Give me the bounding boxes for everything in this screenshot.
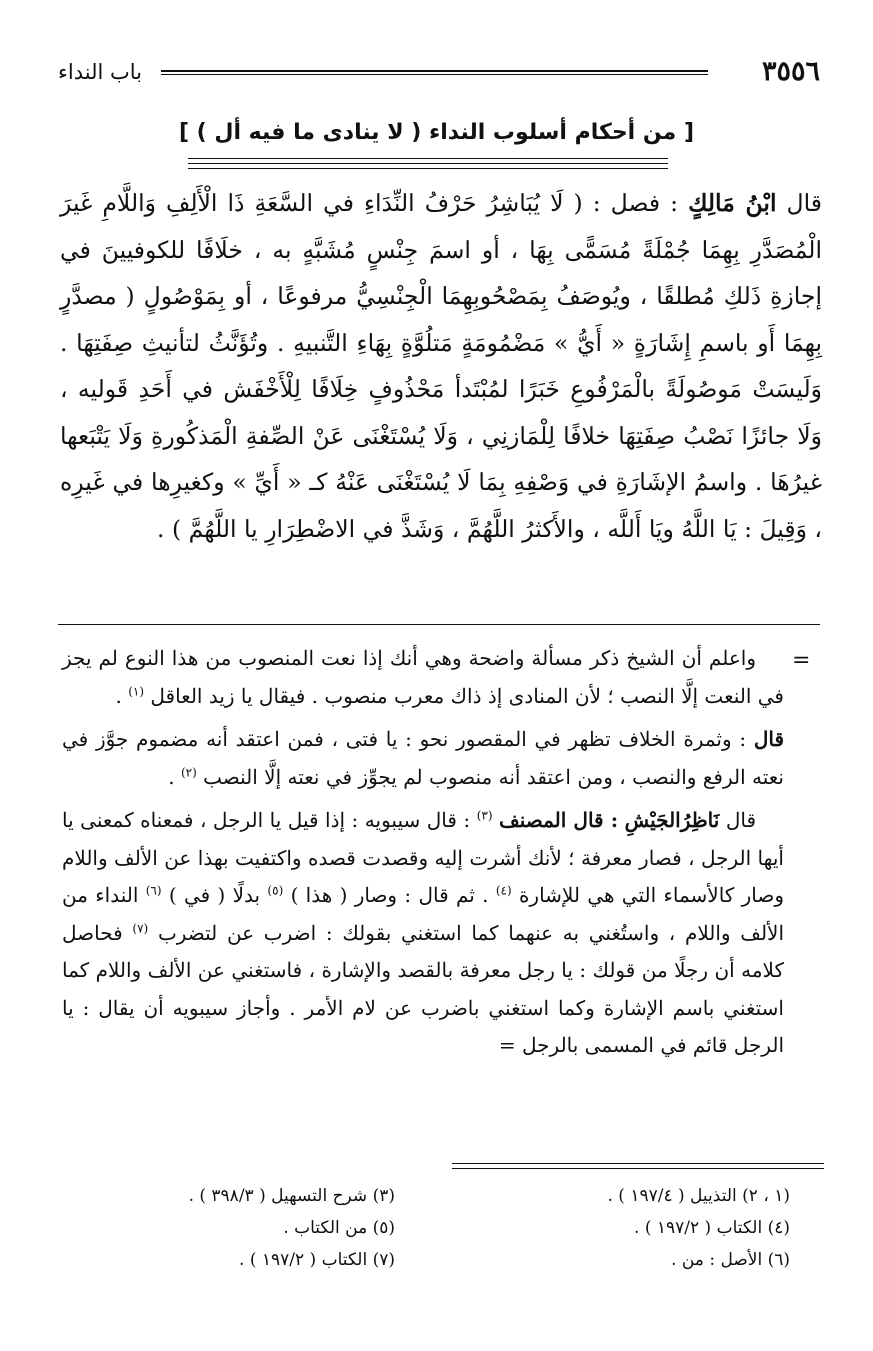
footnote: (٦) الأصل : من . (671, 1250, 790, 1270)
footnotes (150, 1180, 790, 1276)
footnote-rule-secondary (452, 1168, 824, 1169)
sharh-paragraph (62, 721, 784, 796)
footnote: (٣) شرح التسهيل ( ٣٩٨/٣ ) . (188, 1186, 395, 1206)
footnote: (٥) من الكتاب . (283, 1218, 395, 1238)
sharh-p2-end: . (168, 764, 175, 789)
sharh-paragraph (62, 802, 784, 1065)
section-title-rules (188, 158, 668, 173)
footnote: (٤) الكتاب ( ١٩٧/٢ ) . (634, 1218, 790, 1238)
footnote-ref: (٤) (495, 883, 512, 898)
sharh-p2: : وثمرة الخلاف تظهر في المقصور نحو : يا فتى ، فمن اعتقد أنه مضموم جوَّز في نعته الرفع والنصب ، ومن اعتقد أنه منصوب لم يجوِّز في نعته إلَّا النصب (62, 727, 784, 789)
footnote-ref: (٣) (476, 808, 493, 823)
footnote-row (150, 1180, 790, 1212)
footnote-row (150, 1244, 790, 1276)
section-title: [ من أحكام أسلوب النداء ( لا ينادى ما فيه أل ) ] (178, 120, 695, 145)
footnote: (١ ، ٢) التذييل ( ١٩٧/٤ ) . (607, 1186, 790, 1206)
matn-separator (58, 624, 820, 625)
footnote-ref: (١) (128, 683, 145, 698)
matn-author: ابْنُ مَالِكٍ (688, 189, 777, 217)
footnote-ref: (٥) (267, 883, 284, 898)
sharh-p2-lead: قال (753, 727, 785, 751)
sharh-author: نَاظِرُالجَيْشِ (624, 808, 720, 832)
sharh-p3-a: : قال سيبويه : إذا قيل يا الرجل ، فمعناه كمعنى يا أيها الرجل ، فصار معرفة ؛ لأنك أشرت إليه وقصدت قصده واكتفيت بهذا عن الألف واللام وصار كالأسماء التي هي للإشارة (62, 808, 785, 907)
sharh-p3-d: النداء من الألف واللام ، واستُغني به عنهما كما استغني بقولك : اضرب عن لتضرب (62, 883, 785, 945)
running-title: باب النداء (58, 60, 142, 84)
sharh-p3-intro: قال (725, 808, 757, 832)
sharh-p3-c: بدلًا ( في ) (168, 883, 261, 907)
matn-text (60, 180, 822, 552)
matn-body: : فصل : ( لَا يُبَاشِرُ حَرْفُ النِّدَاءِ في السَّعَةِ ذَا الْأَلِفِ وَاللَّامِ غَيرَ الْمُصَدَّرِ بِهِمَا جُمْلَةً مُسَمًّى بِهَا ، أو اسمَ جِنْسٍ مُشَبَّهٍ به ، خلَافًا للكوفيينَ في إجازةِ ذَلكِ مُطلقًا ، ويُوصَفُ بِمَصْحُوبِهِمَا الْجِنْسِيُّ مرفوعًا ، أو بِمَوْصُولٍ ( مصدَّرٍ بِهِمَا أَو باسمِ إِشَارَةٍ « أَيُّ » مَضْمُومَةٍ مَتلُوَّةٍ بِهَاءِ التَّنبيهِ . وتُؤَنَّثُ لتأنيثِ صِفَتِهَا . وَلَيسَتْ مَوصُولَةً بالْمَرْفُوعِ خَبَرًا لمُبْتَدأ مَحْذُوفٍ خِلَافًا لِلْأَخْفَش في أَحَدِ قَوليه ، وَلَا جائزًا نَصْبُ صِفَتِهَا خلافًا لِلْمَازنِي ، وَلَا يُسْتَغْنَى عَنْ الصِّفةِ الْمَذكُورةِ وَلَا يَتْبَعها غيرُهَا . واسمُ الإشَارَةِ في وَصْفِهِ بِمَا لَا يُسْتَغْنَى عَنْهُ كـ « أَيِّ » وكغيرِها في غَيرِه ، وَقِيلَ : يَا اللَّهُ ويَا أَللَّه ، والأَكثرُ اللَّهُمَّ ، وَشَذَّ في الاضْطِرَارِ يا اللَّهُمَّ ) . (60, 189, 822, 543)
sharh-p3-b: . ثم قال : وصار ( هذا ) (290, 883, 489, 907)
footnote-ref: (٢) (180, 764, 197, 779)
footnote-rule (452, 1163, 824, 1164)
sharh-p3-e: فحاصل كلامه أن رجلًا من قولك : يا رجل معرفة بالقصد والإشارة ، فاستغني عن الألف واللام كما استغني باسم الإشارة وكما استغني باضرب عن لام الأمر . وأجاز سيبويه أن يقال : يا الرجل قائم في المسمى بالرجل = (62, 920, 784, 1057)
sharh-paragraph (62, 640, 784, 715)
matn-intro: قال (786, 189, 822, 217)
sharh-text (62, 640, 784, 1071)
sharh-p1-end: . (115, 683, 122, 708)
footnote-ref: (٦) (145, 883, 162, 898)
footnote-row (150, 1212, 790, 1244)
continuation-mark: = (792, 648, 811, 673)
footnote-ref: (٧) (132, 920, 149, 935)
footnote: (٧) الكتاب ( ١٩٧/٢ ) . (239, 1250, 395, 1270)
page-number: ٣٥٥٦ (761, 56, 820, 87)
header-rule (161, 70, 708, 75)
sharh-p3-lead: : قال المصنف (499, 808, 619, 832)
page-header (58, 56, 820, 90)
sharh-p1: واعلم أن الشيخ ذكر مسألة واضحة وهي أنك إذا نعت المنصوب من هذا النوع لم يجز في النعت إلَّا النصب ؛ لأن المنادى إذ ذاك معرب منصوب . فيقال يا زيد العاقل (62, 646, 784, 708)
